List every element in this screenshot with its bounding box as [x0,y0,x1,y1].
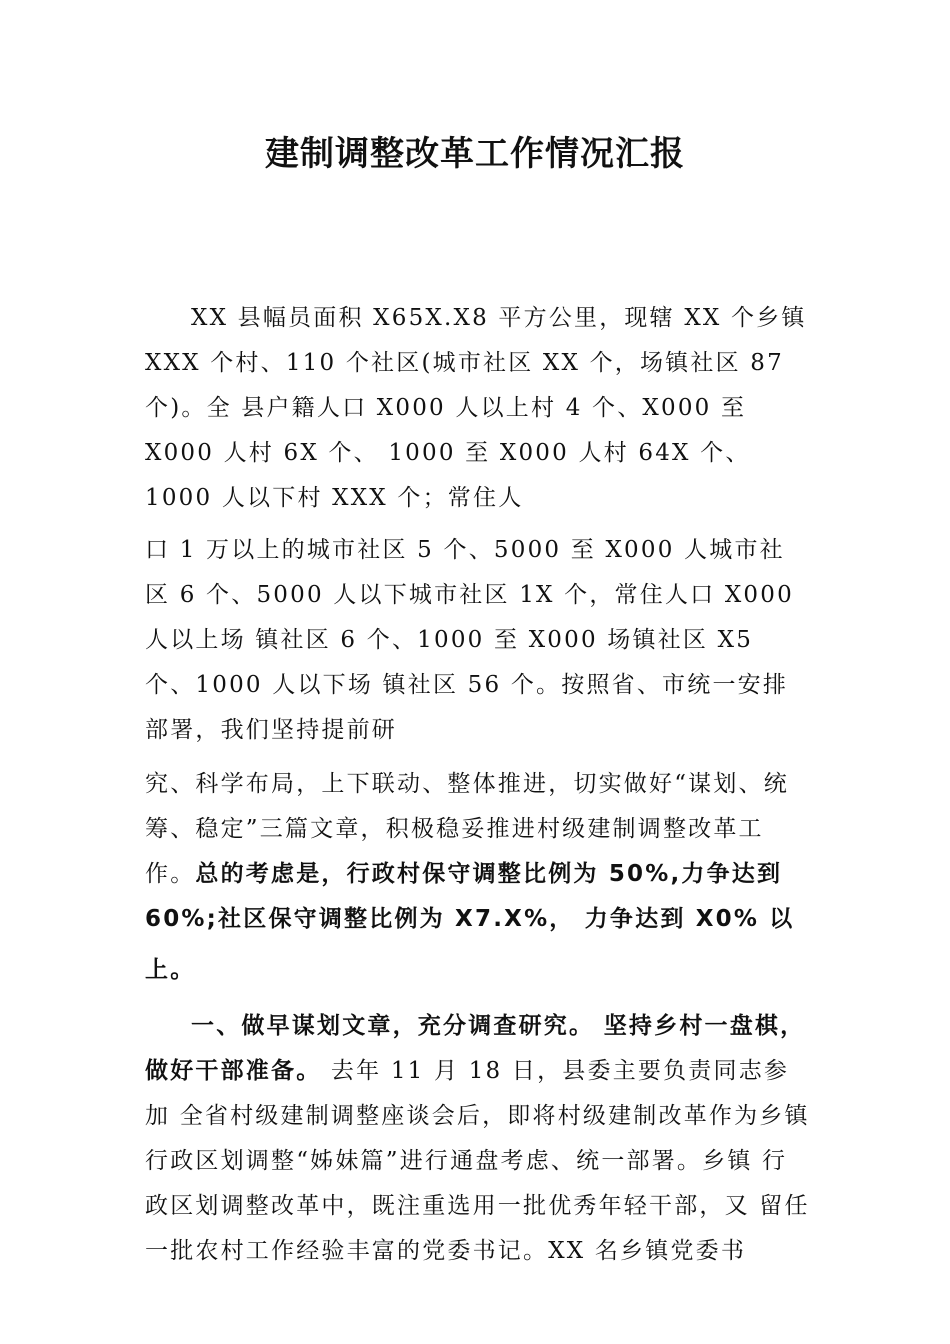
paragraph-county-overview: XX 县幅员面积 X65X.X8 平方公里，现辖 XX 个乡镇 XXX 个村、110 个社区(城市社区 XX 个，场镇社区 87 个)。全 县户籍人口 X000 人以上村 4 个、X000 至 X000 人村 6X 个、 1000 至 X000 人村 64X 个、1000 人以下村 XXX 个；常住人 [145,305,807,511]
document-title: 建制调整改革工作情况汇报 [265,134,685,174]
reform-approach-text: 究、科学布局，上下联动、整体推进，切实做好“谋划、统筹、稳定”三篇文章，积极稳妥推进村级建制调整改革工作。 [145,771,789,887]
section-one-heading: 一、做早谋划文章，充分调查研究。 [191,1013,595,1039]
paragraph-community-stats: 口 1 万以上的城市社区 5 个、5000 至 X000 人城市社区 6 个、5000 人以下城市社区 1X 个，常住人口 X000 人以上场 镇社区 6 个、1000 至 X000 场镇社区 X5 个、1000 人以下场 镇社区 56 个。按照省、市统一安排部署，我们坚持提前研 [145,537,794,743]
reform-ratio-text: 总的考虑是，行政村保守调整比例为 50%,力争达到 60%;社区保守调整比例为 X7.X%， 力争达到 X0% 以 [145,861,795,932]
paragraph-reform-approach [145,762,810,993]
paragraph-section-one [145,1004,810,1274]
reform-ratio-tail: 上。 [145,957,196,983]
section-one-subheading: 坚持乡村一盘棋，做好干部准备。 [145,1013,806,1084]
section-one-text: 去年 11 月 18 日，县委主要负责同志参加 全省村级建制调整座谈会后，即将村级建制改革作为乡镇 行政区划调整“姊妹篇”进行通盘考虑、统一部署。乡镇 行政区划调整改革中，既注重选用一批优秀年轻干部，又 留任一批农村工作经验丰富的党委书记。XX 名乡镇党委书 [145,1058,810,1264]
